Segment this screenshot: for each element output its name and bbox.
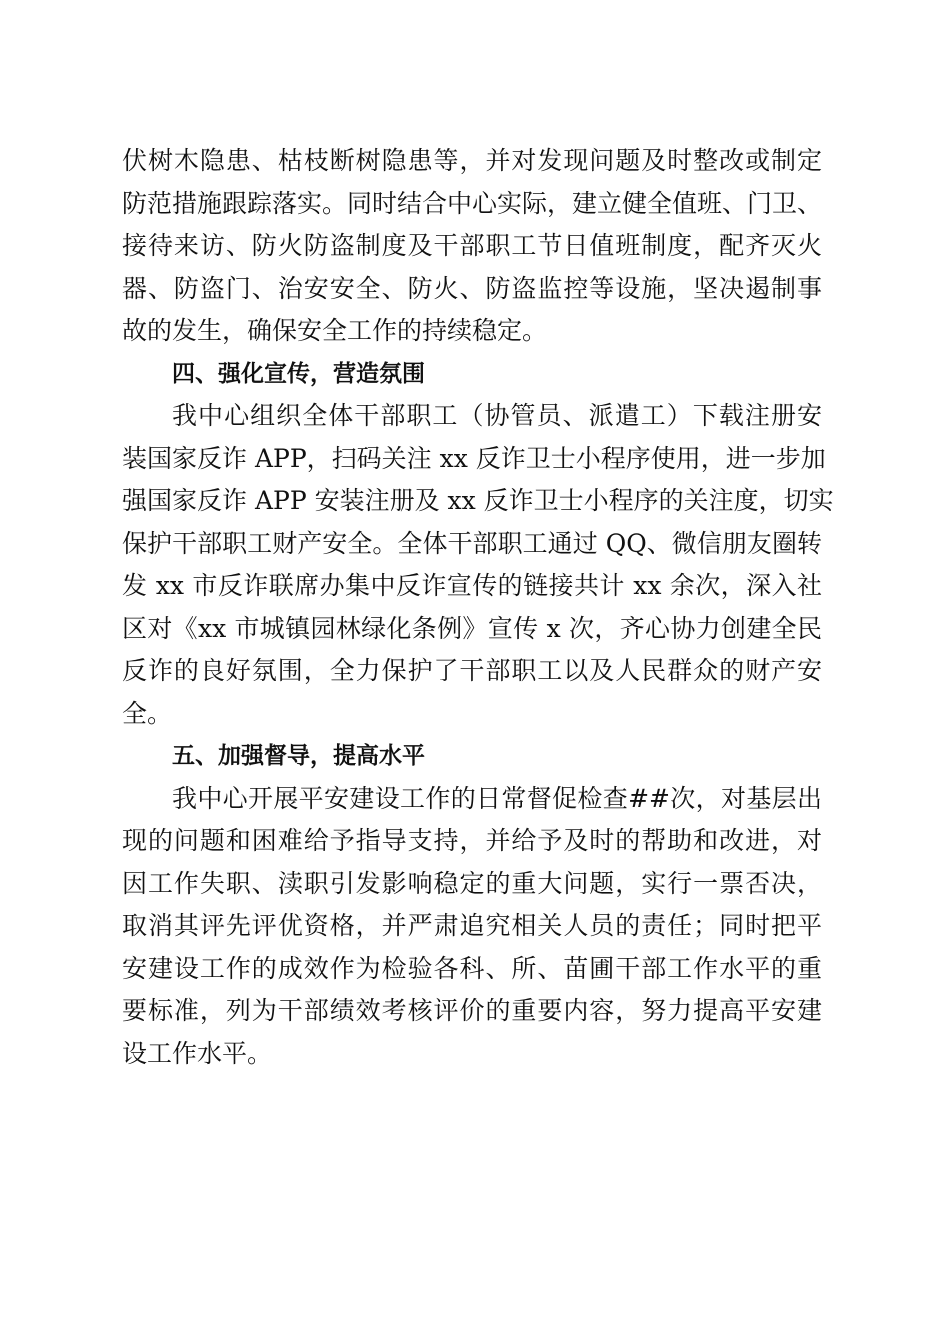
paragraph-line: 我中心开展平安建设工作的日常督促检查##次，对基层出: [172, 783, 822, 813]
paragraph-line: 安建设工作的成效作为检验各科、所、苗圃干部工作水平的重: [122, 953, 822, 983]
document-body: [122, 140, 834, 1075]
section-heading-4: 四、强化宣传，营造氛围: [172, 360, 425, 387]
paragraph-line: 发 xx 市反诈联席办集中反诈宣传的链接共计 xx 余次，深入社: [122, 571, 822, 600]
paragraph-line: 装国家反诈 APP，扫码关注 xx 反诈卫士小程序使用，进一步加: [122, 443, 826, 473]
paragraph-line: 要标准，列为干部绩效考核评价的重要内容，努力提高平安建: [122, 996, 822, 1025]
paragraph-line: 保护干部职工财产安全。全体干部职工通过 QQ、微信朋友圈转: [122, 528, 822, 558]
paragraph-line: 伏树木隐患、枯枝断树隐患等，并对发现问题及时整改或制定: [122, 146, 822, 175]
paragraph-line: 故的发生，确保安全工作的持续稳定。: [122, 316, 548, 345]
paragraph-line: 因工作失职、渎职引发影响稳定的重大问题，实行一票否决，: [122, 868, 822, 898]
paragraph-line: 接待来访、防火防盗制度及干部职工节日值班制度，配齐灭火: [122, 231, 822, 260]
paragraph-line: 强国家反诈 APP 安装注册及 xx 反诈卫士小程序的关注度，切实: [122, 486, 834, 515]
paragraph-line: 区对《xx 市城镇园林绿化条例》宣传 x 次，齐心协力创建全民: [122, 613, 822, 643]
paragraph-line: 现的问题和困难给予指导支持，并给予及时的帮助和改进，对: [122, 826, 822, 855]
paragraph-line: 器、防盗门、治安安全、防火、防盗监控等设施，坚决遏制事: [122, 273, 822, 303]
paragraph-line: 防范措施跟踪落实。同时结合中心实际，建立健全值班、门卫、: [122, 188, 823, 218]
paragraph-line: 我中心组织全体干部职工（协管员、派遣工）下载注册安: [172, 401, 822, 430]
section-heading-5: 五、加强督导，提高水平: [172, 743, 425, 769]
paragraph-line: 取消其评先评优资格，并严肃追究相关人员的责任；同时把平: [122, 911, 822, 940]
paragraph-line: 全。: [122, 698, 173, 728]
paragraph-line: 设工作水平。: [122, 1038, 273, 1068]
paragraph-line: 反诈的良好氛围，全力保护了干部职工以及人民群众的财产安: [122, 656, 822, 685]
